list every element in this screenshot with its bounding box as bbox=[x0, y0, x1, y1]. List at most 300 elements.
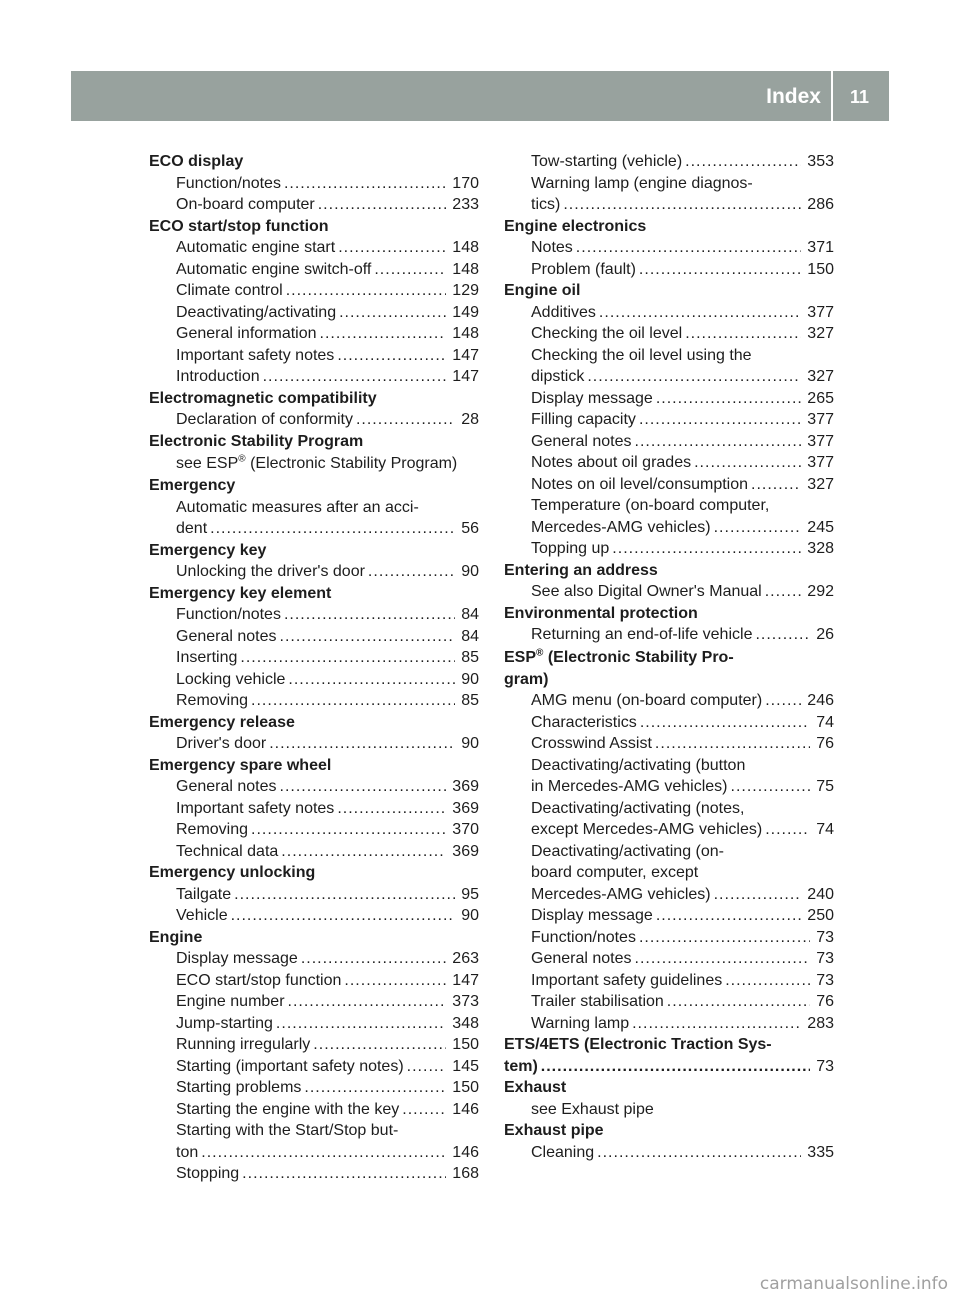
page-ref: 373 bbox=[452, 993, 479, 1010]
index-entry bbox=[149, 1163, 479, 1185]
index-entry-continued: Deactivating/activating (notes, bbox=[531, 799, 745, 817]
leader-dots bbox=[639, 409, 801, 431]
index-entry bbox=[149, 690, 479, 712]
page-ref: 168 bbox=[452, 1165, 479, 1182]
entry-text: Tow-starting (vehicle) bbox=[531, 153, 683, 170]
entry-text: Display message bbox=[531, 389, 653, 407]
page-ref: 250 bbox=[807, 907, 834, 924]
index-entry bbox=[504, 474, 834, 496]
index-entry bbox=[149, 280, 479, 302]
index-heading: Entering an address bbox=[504, 561, 658, 579]
leader-dots bbox=[541, 1056, 810, 1078]
index-heading: Emergency unlocking bbox=[149, 864, 316, 881]
heading-text: ESP bbox=[504, 648, 537, 666]
page-ref: 147 bbox=[452, 971, 479, 989]
entry-text: General notes bbox=[176, 627, 277, 645]
page-ref: 377 bbox=[807, 454, 834, 471]
index-entry bbox=[504, 237, 834, 259]
leader-dots bbox=[587, 366, 801, 388]
entry-text: Warning lamp bbox=[531, 1014, 630, 1032]
entry-text: Engine number bbox=[176, 993, 285, 1010]
index-entry-continued: Automatic measures after an acci- bbox=[176, 498, 419, 516]
index-entry bbox=[149, 561, 479, 583]
leader-dots bbox=[269, 733, 455, 755]
index-entry bbox=[149, 1099, 479, 1121]
page-ref: 240 bbox=[807, 885, 834, 903]
entry-text: tics) bbox=[531, 196, 561, 213]
index-entry bbox=[149, 1056, 479, 1078]
index-entry bbox=[504, 1142, 834, 1164]
entry-text: Characteristics bbox=[531, 713, 637, 731]
entry-text: Starting (important safety notes) bbox=[176, 1057, 404, 1075]
page-ref: 150 bbox=[452, 1036, 479, 1053]
leader-dots bbox=[640, 712, 810, 734]
page-ref: 150 bbox=[807, 260, 834, 278]
index-entry bbox=[504, 819, 834, 841]
index-entry bbox=[149, 323, 479, 345]
page-ref: 245 bbox=[807, 518, 834, 536]
leader-dots bbox=[242, 1163, 446, 1185]
index-entry bbox=[504, 991, 834, 1013]
page-ref: 90 bbox=[461, 907, 479, 924]
entry-text: See also Digital Owner's Manual bbox=[531, 583, 762, 600]
entry-text: Deactivating/activating bbox=[176, 303, 337, 321]
page-ref: 246 bbox=[807, 692, 834, 709]
index-entry bbox=[504, 624, 834, 646]
entry-text: Important safety guidelines bbox=[531, 971, 723, 989]
page-ref: 148 bbox=[452, 325, 479, 342]
entry-text: Starting the engine with the key bbox=[176, 1100, 400, 1118]
entry-text: Mercedes-AMG vehicles) bbox=[531, 885, 711, 903]
page-ref: 328 bbox=[807, 540, 834, 557]
index-column-left bbox=[149, 151, 479, 1185]
page-ref: 28 bbox=[461, 411, 479, 428]
entry-text: ton bbox=[176, 1143, 199, 1161]
leader-dots bbox=[368, 561, 455, 583]
page-ref: 74 bbox=[816, 713, 834, 731]
ref-text: (Electronic Stability Program) bbox=[245, 455, 458, 472]
leader-dots bbox=[231, 905, 456, 927]
index-heading: Emergency bbox=[149, 477, 236, 494]
index-entry bbox=[149, 345, 479, 367]
index-entry bbox=[149, 518, 479, 540]
index-entry bbox=[504, 581, 834, 603]
leader-dots bbox=[656, 388, 801, 410]
index-entry bbox=[504, 431, 834, 453]
index-entry-continued: board computer, except bbox=[531, 864, 699, 881]
page-ref: 73 bbox=[816, 928, 834, 946]
index-entry bbox=[149, 259, 479, 281]
index-entry-continued: Temperature (on-board computer, bbox=[531, 497, 770, 514]
leader-dots bbox=[632, 1013, 801, 1035]
entry-text: Notes on oil level/consumption bbox=[531, 475, 749, 493]
leader-dots bbox=[318, 194, 447, 216]
index-entry-continued: Deactivating/activating (button bbox=[531, 756, 746, 774]
index-heading: gram) bbox=[504, 670, 549, 688]
page-ref: 76 bbox=[816, 735, 834, 752]
index-heading: ECO display bbox=[149, 153, 244, 170]
page-ref: 148 bbox=[452, 260, 479, 278]
index-entry bbox=[504, 194, 834, 216]
leader-dots bbox=[714, 884, 802, 906]
leader-dots bbox=[694, 452, 801, 474]
index-entry-continued: Checking the oil level using the bbox=[531, 346, 752, 364]
leader-dots bbox=[639, 927, 810, 949]
entry-text: Running irregularly bbox=[176, 1036, 311, 1053]
index-entry bbox=[504, 259, 834, 281]
index-heading: Electronic Stability Program bbox=[149, 432, 364, 450]
leader-dots bbox=[356, 409, 455, 431]
page-ref: 90 bbox=[461, 670, 479, 688]
leader-dots bbox=[655, 733, 810, 755]
leader-dots bbox=[280, 626, 456, 648]
index-entry bbox=[504, 1056, 834, 1078]
entry-text: except Mercedes-AMG vehicles) bbox=[531, 821, 763, 838]
leader-dots bbox=[599, 302, 801, 324]
entry-text: Returning an end-of-life vehicle bbox=[531, 626, 753, 643]
index-entry bbox=[149, 669, 479, 691]
entry-text: Stopping bbox=[176, 1165, 240, 1182]
entry-text: General notes bbox=[531, 950, 632, 967]
leader-dots bbox=[288, 991, 447, 1013]
page-ref: 129 bbox=[452, 282, 479, 299]
entry-text: dipstick bbox=[531, 368, 585, 385]
page-ref: 56 bbox=[461, 520, 479, 537]
index-heading: Electromagnetic compatibility bbox=[149, 389, 377, 407]
leader-dots bbox=[725, 970, 810, 992]
page-ref: 148 bbox=[452, 239, 479, 256]
header-divider bbox=[831, 71, 833, 121]
entry-text: Introduction bbox=[176, 368, 260, 385]
page-ref: 377 bbox=[807, 432, 834, 450]
leader-dots bbox=[685, 151, 801, 173]
index-entry bbox=[504, 538, 834, 560]
entry-text: Important safety notes bbox=[176, 346, 335, 364]
page-ref: 369 bbox=[452, 799, 479, 817]
index-entry bbox=[504, 1013, 834, 1035]
entry-text: Automatic engine start bbox=[176, 239, 336, 256]
index-entry bbox=[504, 884, 834, 906]
leader-dots bbox=[301, 948, 446, 970]
index-entry bbox=[149, 1034, 479, 1056]
page-ref: 74 bbox=[816, 821, 834, 838]
index-entry bbox=[149, 776, 479, 798]
entry-text: Driver's door bbox=[176, 735, 267, 752]
entry-text: Notes bbox=[531, 239, 573, 256]
page-ref: 369 bbox=[452, 778, 479, 795]
entry-text: Removing bbox=[176, 692, 249, 709]
leader-dots bbox=[337, 798, 446, 820]
page-ref: 73 bbox=[816, 1057, 834, 1075]
entry-text: Filling capacity bbox=[531, 411, 636, 428]
leader-dots bbox=[751, 474, 801, 496]
leader-dots bbox=[685, 323, 801, 345]
leader-dots bbox=[337, 345, 446, 367]
page-ref: 146 bbox=[452, 1100, 479, 1118]
page-header bbox=[71, 71, 889, 121]
page-ref: 90 bbox=[461, 735, 479, 752]
leader-dots bbox=[374, 259, 446, 281]
entry-text: Inserting bbox=[176, 649, 238, 666]
index-heading: Emergency release bbox=[149, 713, 295, 731]
page-ref: 150 bbox=[452, 1079, 479, 1096]
page-number: 11 bbox=[849, 87, 869, 107]
entry-text: Automatic engine switch-off bbox=[176, 260, 372, 278]
index-entry-continued: Deactivating/activating (on- bbox=[531, 842, 724, 860]
index-entry bbox=[504, 905, 834, 927]
index-entry bbox=[149, 409, 479, 431]
entry-text: dent bbox=[176, 520, 208, 537]
leader-dots bbox=[284, 173, 446, 195]
leader-dots bbox=[714, 517, 802, 539]
entry-text: Crosswind Assist bbox=[531, 735, 652, 752]
header-title: Index bbox=[766, 85, 821, 108]
leader-dots bbox=[656, 905, 801, 927]
index-entry-continued: Starting with the Start/Stop but- bbox=[176, 1122, 399, 1139]
leader-dots bbox=[320, 323, 447, 345]
index-heading bbox=[504, 646, 834, 669]
index-entry bbox=[149, 237, 479, 259]
page-ref: 327 bbox=[807, 475, 834, 493]
leader-dots bbox=[765, 581, 802, 603]
index-entry bbox=[504, 948, 834, 970]
ref-text: see ESP bbox=[176, 455, 239, 472]
page-ref: 147 bbox=[452, 346, 479, 364]
page-ref: 369 bbox=[452, 842, 479, 860]
entry-text: Topping up bbox=[531, 540, 610, 557]
leader-dots bbox=[344, 970, 446, 992]
index-entry bbox=[149, 173, 479, 195]
entry-text: General information bbox=[176, 325, 317, 342]
page-ref: 84 bbox=[461, 606, 479, 623]
index-heading: ECO start/stop function bbox=[149, 217, 329, 235]
leader-dots bbox=[281, 841, 446, 863]
page-ref: 146 bbox=[452, 1143, 479, 1161]
page-ref: 327 bbox=[807, 368, 834, 385]
entry-text: Problem (fault) bbox=[531, 260, 636, 278]
entry-text: Function/notes bbox=[176, 606, 281, 623]
page-ref: 73 bbox=[816, 971, 834, 989]
leader-dots bbox=[240, 647, 455, 669]
page-ref: 283 bbox=[807, 1014, 834, 1032]
index-column-right bbox=[504, 151, 834, 1163]
index-entry bbox=[504, 970, 834, 992]
index-heading: Exhaust pipe bbox=[504, 1122, 604, 1139]
page-ref: 26 bbox=[816, 626, 834, 643]
entry-text: Display message bbox=[531, 907, 653, 924]
page-ref: 327 bbox=[807, 325, 834, 342]
index-entry bbox=[504, 927, 834, 949]
entry-text: Removing bbox=[176, 821, 249, 838]
leader-dots bbox=[612, 538, 801, 560]
index-entry bbox=[149, 194, 479, 216]
leader-dots bbox=[667, 991, 810, 1013]
entry-text: Jump-starting bbox=[176, 1014, 273, 1032]
entry-text: Mercedes-AMG vehicles) bbox=[531, 518, 711, 536]
index-entry bbox=[149, 884, 479, 906]
entry-text: Unlocking the driver's door bbox=[176, 563, 365, 580]
index-heading: Emergency key element bbox=[149, 584, 332, 602]
index-entry bbox=[149, 366, 479, 388]
index-entry bbox=[504, 388, 834, 410]
leader-dots bbox=[210, 518, 455, 540]
leader-dots bbox=[313, 1034, 446, 1056]
index-heading: Emergency key bbox=[149, 541, 267, 559]
page-ref: 147 bbox=[452, 368, 479, 385]
index-entry bbox=[149, 604, 479, 626]
entry-text: Technical data bbox=[176, 842, 279, 860]
entry-text: Function/notes bbox=[176, 174, 281, 192]
page-ref: 377 bbox=[807, 411, 834, 428]
heading-text: (Electronic Stability Pro- bbox=[543, 648, 734, 666]
entry-text: Display message bbox=[176, 950, 298, 967]
leader-dots bbox=[407, 1056, 447, 1078]
index-heading: Environmental protection bbox=[504, 604, 698, 622]
leader-dots bbox=[288, 669, 455, 691]
entry-text: General notes bbox=[176, 778, 277, 795]
leader-dots bbox=[635, 431, 802, 453]
leader-dots bbox=[201, 1142, 446, 1164]
entry-text: Checking the oil level bbox=[531, 325, 683, 342]
index-entry bbox=[504, 733, 834, 755]
leader-dots bbox=[639, 259, 801, 281]
entry-text: in Mercedes-AMG vehicles) bbox=[531, 778, 728, 795]
index-entry bbox=[149, 841, 479, 863]
entry-text: Cleaning bbox=[531, 1143, 595, 1161]
page-ref: 85 bbox=[461, 692, 479, 709]
entry-text: Additives bbox=[531, 303, 596, 321]
entry-text: Tailgate bbox=[176, 885, 232, 903]
entry-text: Notes about oil grades bbox=[531, 454, 692, 471]
leader-dots bbox=[280, 776, 447, 798]
entry-text: Important safety notes bbox=[176, 799, 335, 817]
index-entry-continued: Warning lamp (engine diagnos- bbox=[531, 174, 753, 192]
index-entry bbox=[504, 323, 834, 345]
page-ref: 286 bbox=[807, 196, 834, 213]
page-ref: 76 bbox=[816, 993, 834, 1010]
index-entry bbox=[149, 647, 479, 669]
page-ref: 377 bbox=[807, 303, 834, 321]
entry-text: Function/notes bbox=[531, 928, 636, 946]
leader-dots bbox=[597, 1142, 801, 1164]
entry-text: Climate control bbox=[176, 282, 283, 299]
page-ref: 370 bbox=[452, 821, 479, 838]
index-entry bbox=[149, 1013, 479, 1035]
page-ref: 149 bbox=[452, 303, 479, 321]
cross-reference bbox=[149, 452, 479, 475]
leader-dots bbox=[263, 366, 447, 388]
page-ref: 170 bbox=[452, 174, 479, 192]
entry-text: AMG menu (on-board computer) bbox=[531, 692, 763, 709]
index-heading: Engine oil bbox=[504, 282, 581, 299]
leader-dots bbox=[731, 776, 811, 798]
index-entry bbox=[149, 970, 479, 992]
index-entry bbox=[149, 1142, 479, 1164]
page-ref: 73 bbox=[816, 950, 834, 967]
index-entry bbox=[149, 905, 479, 927]
entry-text: tem) bbox=[504, 1057, 538, 1075]
index-entry bbox=[504, 517, 834, 539]
entry-text: Vehicle bbox=[176, 907, 228, 924]
entry-text: Declaration of conformity bbox=[176, 411, 353, 428]
index-entry bbox=[504, 690, 834, 712]
leader-dots bbox=[234, 884, 455, 906]
entry-text: Starting problems bbox=[176, 1079, 302, 1096]
cross-reference: see Exhaust pipe bbox=[531, 1100, 654, 1118]
page-ref: 145 bbox=[452, 1057, 479, 1075]
index-entry bbox=[149, 733, 479, 755]
leader-dots bbox=[765, 690, 801, 712]
leader-dots bbox=[765, 819, 810, 841]
index-entry bbox=[149, 991, 479, 1013]
leader-dots bbox=[755, 624, 810, 646]
page-ref: 348 bbox=[452, 1014, 479, 1032]
page-ref: 371 bbox=[807, 239, 834, 256]
leader-dots bbox=[402, 1099, 446, 1121]
leader-dots bbox=[338, 237, 446, 259]
page-ref: 353 bbox=[807, 153, 834, 170]
index-entry bbox=[149, 1077, 479, 1099]
index-entry bbox=[149, 819, 479, 841]
page-ref: 84 bbox=[461, 627, 479, 645]
page-ref: 265 bbox=[807, 389, 834, 407]
index-entry bbox=[504, 452, 834, 474]
index-entry bbox=[149, 798, 479, 820]
page-ref: 85 bbox=[461, 649, 479, 666]
page-ref: 90 bbox=[461, 563, 479, 580]
leader-dots bbox=[304, 1077, 446, 1099]
leader-dots bbox=[563, 194, 801, 216]
registered-mark: ® bbox=[536, 647, 544, 659]
page-ref: 95 bbox=[461, 885, 479, 903]
index-entry bbox=[504, 712, 834, 734]
registered-mark: ® bbox=[238, 453, 246, 465]
index-entry bbox=[149, 626, 479, 648]
entry-text: Trailer stabilisation bbox=[531, 993, 664, 1010]
leader-dots bbox=[576, 237, 802, 259]
watermark: carmanualsonline.info bbox=[759, 1274, 948, 1294]
leader-dots bbox=[635, 948, 811, 970]
page-ref: 263 bbox=[452, 950, 479, 967]
index-entry bbox=[149, 302, 479, 324]
leader-dots bbox=[251, 819, 446, 841]
page-ref: 292 bbox=[807, 583, 834, 600]
leader-dots bbox=[284, 604, 455, 626]
index-heading: ETS/4ETS (Electronic Traction Sys- bbox=[504, 1036, 772, 1053]
leader-dots bbox=[286, 280, 447, 302]
index-heading: Engine bbox=[149, 928, 203, 946]
entry-text: ECO start/stop function bbox=[176, 971, 342, 989]
page-ref: 233 bbox=[452, 196, 479, 213]
index-entry bbox=[504, 366, 834, 388]
index-heading: Exhaust bbox=[504, 1079, 567, 1096]
page-ref: 75 bbox=[816, 778, 834, 795]
index-entry bbox=[504, 776, 834, 798]
entry-text: Locking vehicle bbox=[176, 670, 286, 688]
index-heading: Engine electronics bbox=[504, 217, 647, 235]
leader-dots bbox=[339, 302, 446, 324]
leader-dots bbox=[251, 690, 455, 712]
index-entry bbox=[504, 302, 834, 324]
page-ref: 335 bbox=[807, 1143, 834, 1161]
entry-text: General notes bbox=[531, 432, 632, 450]
leader-dots bbox=[276, 1013, 446, 1035]
entry-text: On-board computer bbox=[176, 196, 315, 213]
index-heading: Emergency spare wheel bbox=[149, 756, 332, 774]
index-entry bbox=[504, 151, 834, 173]
index-entry bbox=[149, 948, 479, 970]
index-entry bbox=[504, 409, 834, 431]
